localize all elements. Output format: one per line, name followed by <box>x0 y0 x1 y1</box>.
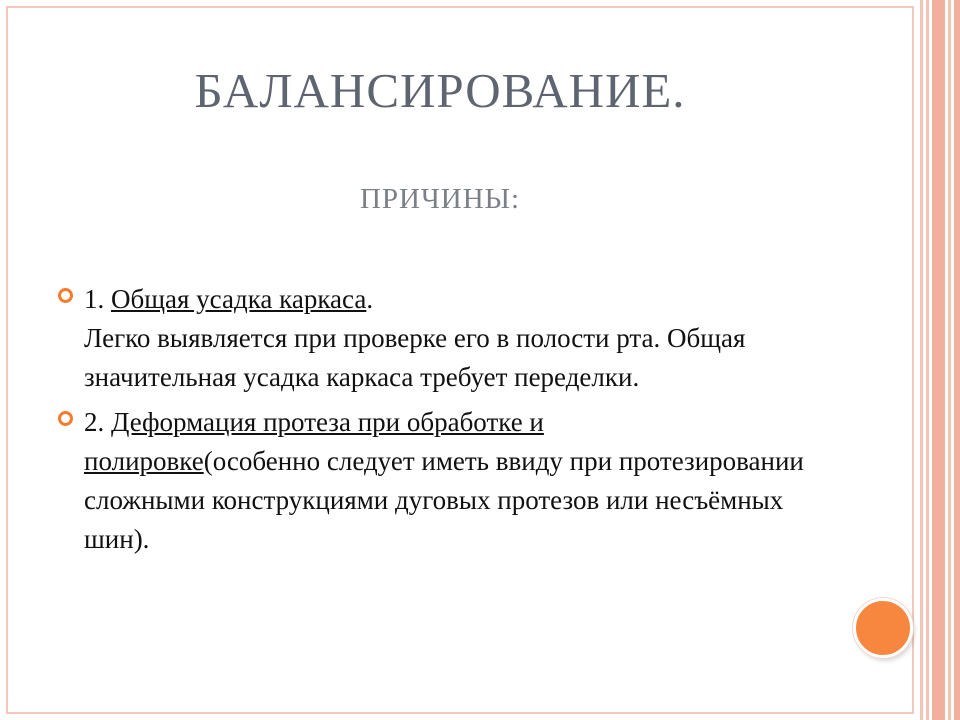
list-item <box>58 280 818 397</box>
stripe <box>926 0 929 720</box>
stripe <box>932 0 945 720</box>
stripe <box>954 0 960 720</box>
item-number: 1. <box>84 284 111 314</box>
stripe <box>920 0 923 720</box>
item-number: 2. <box>84 407 111 437</box>
item-body: (особенно следует иметь ввиду при протезировании сложными конструкциями дуговых протезов или несъёмных шин). <box>84 446 804 554</box>
side-stripes <box>920 0 960 720</box>
item-body: Легко выявляется при проверке его в полости рта. Общая значительная усадка каркаса требует переделки. <box>84 323 746 392</box>
list-item <box>58 403 818 559</box>
slide-subtitle: ПРИЧИНЫ: <box>359 183 521 215</box>
slide-title: БАЛАНСИРОВАНИЕ. <box>194 63 686 118</box>
orange-circle-icon <box>853 598 913 658</box>
item-heading: Общая усадка каркаса <box>111 284 367 314</box>
stripe <box>948 0 951 720</box>
item-heading: полировке <box>84 446 204 476</box>
ring-bullet-icon <box>58 411 73 426</box>
content-list <box>58 280 818 565</box>
item-heading: Деформация протеза при обработке и <box>111 407 544 437</box>
ring-bullet-icon <box>58 288 73 303</box>
item-heading-punct: . <box>366 284 374 314</box>
